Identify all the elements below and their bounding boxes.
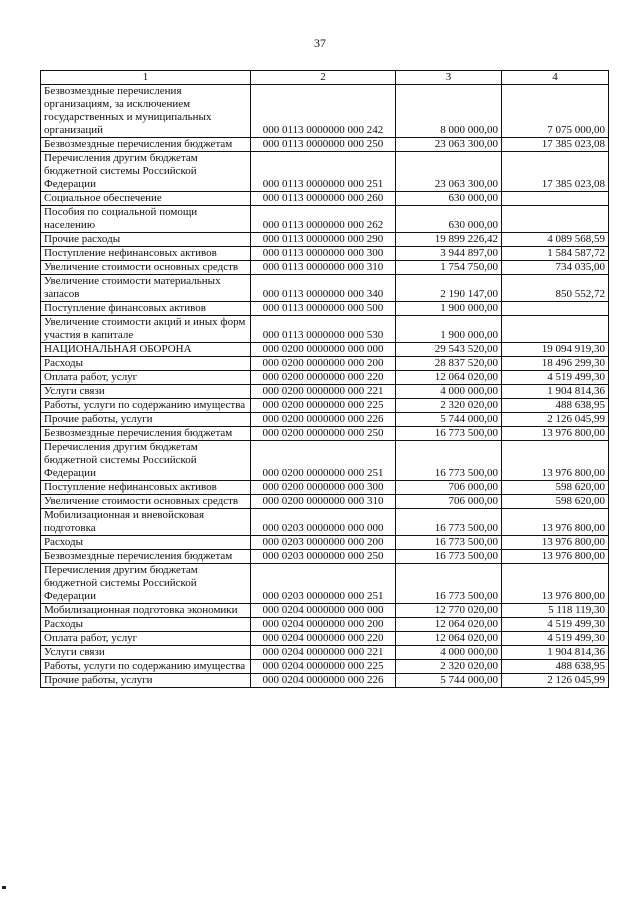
- row-code-cell: 000 0113 0000000 000 290: [251, 233, 396, 247]
- row-planned-cell: 1 754 750,00: [396, 261, 502, 275]
- row-executed-cell: 734 035,00: [502, 261, 609, 275]
- row-executed-cell: 4 519 499,30: [502, 618, 609, 632]
- row-code-cell: 000 0204 0000000 000 225: [251, 660, 396, 674]
- row-planned-cell: 5 744 000,00: [396, 674, 502, 688]
- row-code-cell: 000 0203 0000000 000 250: [251, 550, 396, 564]
- table-row: [41, 618, 609, 632]
- row-code-cell: 000 0113 0000000 000 300: [251, 247, 396, 261]
- row-name-cell: Работы, услуги по содержанию имущества: [41, 660, 251, 674]
- table-row: [41, 385, 609, 399]
- row-planned-cell: 16 773 500,00: [396, 427, 502, 441]
- row-code-cell: 000 0113 0000000 000 500: [251, 302, 396, 316]
- row-executed-cell: 13 976 800,00: [502, 564, 609, 604]
- table-row: [41, 371, 609, 385]
- table-row: [41, 413, 609, 427]
- table-row: [41, 646, 609, 660]
- row-planned-cell: 4 000 000,00: [396, 385, 502, 399]
- table-row: [41, 316, 609, 343]
- row-code-cell: 000 0204 0000000 000 000: [251, 604, 396, 618]
- table-body: [41, 85, 609, 688]
- row-planned-cell: 29 543 520,00: [396, 343, 502, 357]
- row-name-cell: Оплата работ, услуг: [41, 632, 251, 646]
- row-planned-cell: 16 773 500,00: [396, 550, 502, 564]
- row-name-cell: Поступление нефинансовых активов: [41, 481, 251, 495]
- table-row: [41, 632, 609, 646]
- row-code-cell: 000 0204 0000000 000 220: [251, 632, 396, 646]
- row-planned-cell: 706 000,00: [396, 481, 502, 495]
- table-row: [41, 604, 609, 618]
- row-name-cell: Безвозмездные перечисления бюджетам: [41, 550, 251, 564]
- row-planned-cell: 16 773 500,00: [396, 536, 502, 550]
- row-planned-cell: 2 320 020,00: [396, 660, 502, 674]
- page-number: 37: [314, 36, 326, 50]
- table-row: [41, 206, 609, 233]
- table-row: [41, 481, 609, 495]
- row-planned-cell: 706 000,00: [396, 495, 502, 509]
- table-row: [41, 427, 609, 441]
- row-code-cell: 000 0200 0000000 000 226: [251, 413, 396, 427]
- table-row: [41, 152, 609, 192]
- row-code-cell: 000 0113 0000000 000 340: [251, 275, 396, 302]
- row-code-cell: 000 0113 0000000 000 262: [251, 206, 396, 233]
- table-row: [41, 233, 609, 247]
- row-name-cell: Перечисления другим бюджетам бюджетной системы Российской Федерации: [41, 564, 251, 604]
- table-row: [41, 357, 609, 371]
- row-planned-cell: 630 000,00: [396, 192, 502, 206]
- row-code-cell: 000 0200 0000000 000 300: [251, 481, 396, 495]
- row-planned-cell: 16 773 500,00: [396, 564, 502, 604]
- table-row: [41, 674, 609, 688]
- row-executed-cell: 488 638,95: [502, 399, 609, 413]
- row-executed-cell: 13 976 800,00: [502, 550, 609, 564]
- row-executed-cell: 17 385 023,08: [502, 152, 609, 192]
- row-planned-cell: 630 000,00: [396, 206, 502, 233]
- row-planned-cell: 2 320 020,00: [396, 399, 502, 413]
- row-executed-cell: 2 126 045,99: [502, 413, 609, 427]
- row-planned-cell: 1 900 000,00: [396, 316, 502, 343]
- row-planned-cell: 23 063 300,00: [396, 138, 502, 152]
- row-executed-cell: 598 620,00: [502, 481, 609, 495]
- table-header: [41, 71, 609, 85]
- row-code-cell: 000 0113 0000000 000 260: [251, 192, 396, 206]
- budget-execution-table: [40, 70, 609, 688]
- table-row: [41, 509, 609, 536]
- row-executed-cell: 18 496 299,30: [502, 357, 609, 371]
- row-name-cell: Расходы: [41, 618, 251, 632]
- row-code-cell: 000 0203 0000000 000 000: [251, 509, 396, 536]
- row-code-cell: 000 0200 0000000 000 220: [251, 371, 396, 385]
- row-code-cell: 000 0200 0000000 000 200: [251, 357, 396, 371]
- row-code-cell: 000 0203 0000000 000 251: [251, 564, 396, 604]
- row-executed-cell: 17 385 023,08: [502, 138, 609, 152]
- row-planned-cell: 1 900 000,00: [396, 302, 502, 316]
- row-planned-cell: 19 899 226,42: [396, 233, 502, 247]
- row-executed-cell: 4 519 499,30: [502, 632, 609, 646]
- table-row: [41, 302, 609, 316]
- row-planned-cell: 28 837 520,00: [396, 357, 502, 371]
- row-planned-cell: 23 063 300,00: [396, 152, 502, 192]
- row-planned-cell: 16 773 500,00: [396, 509, 502, 536]
- table-row: [41, 247, 609, 261]
- row-planned-cell: 12 064 020,00: [396, 371, 502, 385]
- row-name-cell: Расходы: [41, 536, 251, 550]
- row-name-cell: Мобилизационная подготовка экономики: [41, 604, 251, 618]
- row-name-cell: Мобилизационная и вневойсковая подготовка: [41, 509, 251, 536]
- table-row: [41, 343, 609, 357]
- table-row: [41, 495, 609, 509]
- row-code-cell: 000 0113 0000000 000 251: [251, 152, 396, 192]
- column-header-2: 2: [251, 71, 396, 85]
- row-executed-cell: 19 094 919,30: [502, 343, 609, 357]
- row-executed-cell: 1 904 814,36: [502, 646, 609, 660]
- row-code-cell: 000 0200 0000000 000 225: [251, 399, 396, 413]
- row-name-cell: Увеличение стоимости акций и иных форм участия в капитале: [41, 316, 251, 343]
- row-name-cell: Поступление финансовых активов: [41, 302, 251, 316]
- row-executed-cell: [502, 192, 609, 206]
- row-name-cell: Прочие работы, услуги: [41, 413, 251, 427]
- row-planned-cell: 16 773 500,00: [396, 441, 502, 481]
- row-executed-cell: 1 904 814,36: [502, 385, 609, 399]
- row-name-cell: Увеличение стоимости основных средств: [41, 495, 251, 509]
- row-executed-cell: [502, 206, 609, 233]
- row-executed-cell: 598 620,00: [502, 495, 609, 509]
- row-name-cell: Расходы: [41, 357, 251, 371]
- row-name-cell: Безвозмездные перечисления бюджетам: [41, 427, 251, 441]
- row-planned-cell: 5 744 000,00: [396, 413, 502, 427]
- table-row: [41, 660, 609, 674]
- row-planned-cell: 12 770 020,00: [396, 604, 502, 618]
- row-executed-cell: 7 075 000,00: [502, 85, 609, 138]
- column-header-4: 4: [502, 71, 609, 85]
- row-planned-cell: 12 064 020,00: [396, 618, 502, 632]
- row-name-cell: Услуги связи: [41, 385, 251, 399]
- row-code-cell: 000 0200 0000000 000 251: [251, 441, 396, 481]
- row-planned-cell: 4 000 000,00: [396, 646, 502, 660]
- table-row: [41, 275, 609, 302]
- row-executed-cell: 13 976 800,00: [502, 536, 609, 550]
- header-row: [41, 71, 609, 85]
- table-row: [41, 85, 609, 138]
- row-executed-cell: 5 118 119,30: [502, 604, 609, 618]
- row-name-cell: Безвозмездные перечисления бюджетам: [41, 138, 251, 152]
- row-name-cell: Работы, услуги по содержанию имущества: [41, 399, 251, 413]
- row-name-cell: Пособия по социальной помощи населению: [41, 206, 251, 233]
- column-header-1: 1: [41, 71, 251, 85]
- table-row: [41, 192, 609, 206]
- row-code-cell: 000 0203 0000000 000 200: [251, 536, 396, 550]
- row-name-cell: Перечисления другим бюджетам бюджетной системы Российской Федерации: [41, 152, 251, 192]
- row-executed-cell: 13 976 800,00: [502, 509, 609, 536]
- row-executed-cell: 4 089 568,59: [502, 233, 609, 247]
- row-name-cell: Перечисления другим бюджетам бюджетной системы Российской Федерации: [41, 441, 251, 481]
- row-planned-cell: 2 190 147,00: [396, 275, 502, 302]
- row-code-cell: 000 0200 0000000 000 221: [251, 385, 396, 399]
- row-planned-cell: 3 944 897,00: [396, 247, 502, 261]
- row-executed-cell: 1 584 587,72: [502, 247, 609, 261]
- row-code-cell: 000 0200 0000000 000 000: [251, 343, 396, 357]
- table-row: [41, 536, 609, 550]
- table-row: [41, 399, 609, 413]
- row-name-cell: Оплата работ, услуг: [41, 371, 251, 385]
- row-executed-cell: 488 638,95: [502, 660, 609, 674]
- row-code-cell: 000 0113 0000000 000 310: [251, 261, 396, 275]
- row-executed-cell: 850 552,72: [502, 275, 609, 302]
- scan-artifact-mark: [2, 886, 6, 889]
- row-name-cell: Услуги связи: [41, 646, 251, 660]
- row-code-cell: 000 0113 0000000 000 530: [251, 316, 396, 343]
- row-name-cell: Увеличение стоимости материальных запасов: [41, 275, 251, 302]
- table-row: [41, 564, 609, 604]
- row-executed-cell: 13 976 800,00: [502, 427, 609, 441]
- row-code-cell: 000 0204 0000000 000 221: [251, 646, 396, 660]
- row-code-cell: 000 0113 0000000 000 250: [251, 138, 396, 152]
- row-name-cell: Социальное обеспечение: [41, 192, 251, 206]
- row-code-cell: 000 0204 0000000 000 226: [251, 674, 396, 688]
- row-executed-cell: 4 519 499,30: [502, 371, 609, 385]
- row-name-cell: Прочие работы, услуги: [41, 674, 251, 688]
- row-name-cell: Безвозмездные перечисления организациям, за исключением государственных и муниципальных организаций: [41, 85, 251, 138]
- column-header-3: 3: [396, 71, 502, 85]
- table-row: [41, 138, 609, 152]
- row-name-cell: НАЦИОНАЛЬНАЯ ОБОРОНА: [41, 343, 251, 357]
- row-code-cell: 000 0200 0000000 000 250: [251, 427, 396, 441]
- row-code-cell: 000 0200 0000000 000 310: [251, 495, 396, 509]
- row-name-cell: Увеличение стоимости основных средств: [41, 261, 251, 275]
- row-executed-cell: 13 976 800,00: [502, 441, 609, 481]
- row-planned-cell: 8 000 000,00: [396, 85, 502, 138]
- row-name-cell: Прочие расходы: [41, 233, 251, 247]
- row-executed-cell: [502, 316, 609, 343]
- row-planned-cell: 12 064 020,00: [396, 632, 502, 646]
- row-executed-cell: 2 126 045,99: [502, 674, 609, 688]
- row-code-cell: 000 0113 0000000 000 242: [251, 85, 396, 138]
- row-executed-cell: [502, 302, 609, 316]
- row-code-cell: 000 0204 0000000 000 200: [251, 618, 396, 632]
- table-row: [41, 261, 609, 275]
- row-name-cell: Поступление нефинансовых активов: [41, 247, 251, 261]
- table-row: [41, 441, 609, 481]
- table-row: [41, 550, 609, 564]
